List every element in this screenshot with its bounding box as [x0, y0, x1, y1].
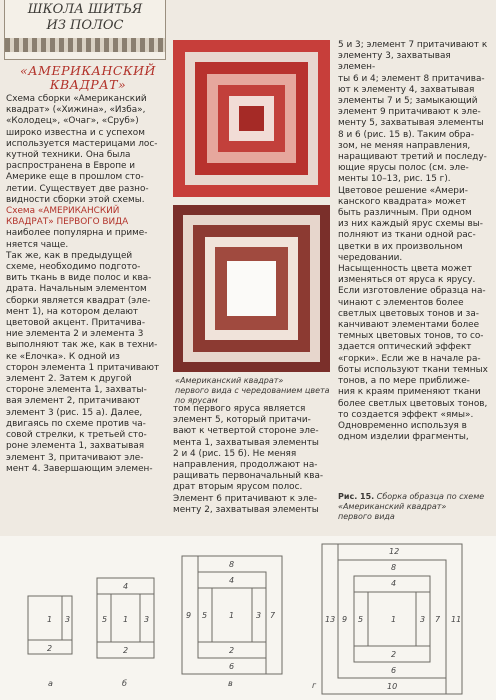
- article-column-1: [6, 94, 170, 475]
- num-3b: 3: [144, 615, 150, 624]
- article-column-2: [173, 404, 333, 516]
- num-9d: 9: [342, 615, 348, 624]
- num-6c: 6: [229, 662, 235, 671]
- paragraph-popularity: наиболее популярна и приме- няется чаще.: [6, 228, 148, 250]
- num-7d: 7: [435, 615, 441, 624]
- num-13d: 13: [325, 615, 336, 624]
- num-9c: 9: [186, 611, 192, 620]
- label-c: в: [228, 679, 233, 688]
- num-4d: 4: [391, 579, 397, 588]
- num-2b: 2: [123, 646, 129, 655]
- num-8c: 8: [229, 560, 235, 569]
- label-b: б: [122, 679, 127, 688]
- paragraph-saturation: Насыщенность цвета может изменяться от яруса к ярусу. Если изготовление образца на- чинают с элементов более светлых цветовых тонов и за- канчивают элементами более темных цветовых тонов, то со- здается оптический эффект «горки». Если же в начале ра- боты используют ткани темных тонов, а по мере приближе- ния к краям применяют ткани более светлых цветовых тонов, то создается эффект «ямы». Одновременно используя в одном изделии фрагменты,: [338, 264, 488, 443]
- num-1b: 1: [123, 615, 129, 624]
- num-1c: 1: [229, 611, 235, 620]
- num-12d: 12: [389, 547, 400, 556]
- paragraph-assembly: Так же, как в предыдущей схеме, необходимо подгото- вить ткань в виде полос и ква- драта. Начальным элементом сборки является квадрат (эле- мент 1), на котором делают цветовой акцент. Притачива- ние элемента 2 и элемента 3 выполняют так же, как в техни- ке «Елочка». К одной из сторон элемента 1 притачивают элемент 2. Затем к другой стороне элемента 1, захваты- вая элемент 2, притачивают элемент 3 (рис. 15 а). Далее, двигаясь по схеме против ча- совой стрелки, к третьей сто- роне элемента 1, захватывая элемент 3, притачивают эле- мент 4. Завершающим элемен-: [6, 250, 160, 474]
- assembly-diagram: [0, 536, 496, 700]
- num-6d: 6: [391, 666, 397, 675]
- figure-caption-text: Сборка образца по схеме «Американский квадрат» первого вида: [338, 492, 485, 521]
- num-2a: 2: [47, 644, 53, 653]
- label-a: а: [48, 679, 53, 688]
- num-4b: 4: [123, 582, 129, 591]
- num-3c: 3: [256, 611, 262, 620]
- num-5d: 5: [358, 615, 364, 624]
- highlight-scheme-type: Схема «АМЕРИКАНСКИЙ КВАДРАТ» ПЕРВОГО ВИДА: [6, 206, 129, 228]
- header-ornament-band: [5, 38, 165, 52]
- num-5b: 5: [102, 615, 108, 624]
- header-line-1: ШКОЛА ШИТЬЯ: [27, 2, 143, 17]
- photo-caption: «Американский квадрат» первого вида с чередованием цвета по ярусам: [175, 376, 330, 405]
- num-3a: 3: [65, 615, 71, 624]
- num-2c: 2: [229, 646, 235, 655]
- paragraph-intro: Схема сборки «Американский квадрат» («Хижина», «Изба», «Колодец», «Очаг», «Сруб») широко известна и с успехом используется мастерицами лос- кутной техники. Она была распространена в Европе и Америке еще в прошлом сто- летии. Существует две разно- видности сборки этой схемы.: [6, 94, 158, 205]
- num-7c: 7: [270, 611, 276, 620]
- num-1a: 1: [47, 615, 53, 624]
- section-header: [4, 0, 166, 60]
- quilt-photo-paisley: [173, 205, 330, 372]
- num-5c: 5: [202, 611, 208, 620]
- num-3d: 3: [420, 615, 426, 624]
- article-title-line-1: «АМЕРИКАНСКИЙ: [20, 63, 156, 78]
- label-d: г: [312, 681, 317, 690]
- figure-caption-label: Рис. 15.: [338, 492, 375, 501]
- num-10d: 10: [387, 682, 398, 691]
- num-8d: 8: [391, 563, 397, 572]
- figure-caption: [338, 492, 493, 522]
- article-title-line-2: КВАДРАТ»: [49, 77, 127, 92]
- quilt-photo-red: [173, 40, 330, 197]
- article-column-3: [338, 40, 490, 443]
- paragraph-second-tier: 5 и 3; элемент 7 притачивают к элементу 3, захватывая элемен- ты 6 и 4; элемент 8 притачива- ют к элементу 4, захватывая элементы 7 и 5; замыкающий элемент 9 притачивают к эле- менту 5, захватывая элементы 8 и 6 (рис. 15 в). Таким обра- зом, не меняя направления, наращивают третий и последу- ющие ярусы полос (см. эле- менты 10–13, рис. 15 г).: [338, 40, 488, 185]
- num-1d: 1: [391, 615, 397, 624]
- paragraph-first-tier: том первого яруса является элемент 5, который притачи- вают к четвертой стороне эле- мента 1, захватывая элементы 2 и 4 (рис. 15 б). Не меняя направления, продолжают на- ращивать первоначальный ква- драт вторым ярусом полос. Элемент 6 притачивают к эле- менту 2, захватывая элементы: [173, 404, 324, 515]
- article-title: [6, 64, 170, 92]
- header-line-2: ИЗ ПОЛОС: [46, 18, 124, 33]
- num-4c: 4: [229, 576, 235, 585]
- num-11d: 11: [451, 615, 462, 624]
- paragraph-color-solution: Цветовое решение «Амери- канского квадрата» может быть различным. При одном из них каждый ярус схемы вы- полняют из ткани одной рас- цветки в их произвольном чередовании.: [338, 185, 483, 263]
- num-2d: 2: [391, 650, 397, 659]
